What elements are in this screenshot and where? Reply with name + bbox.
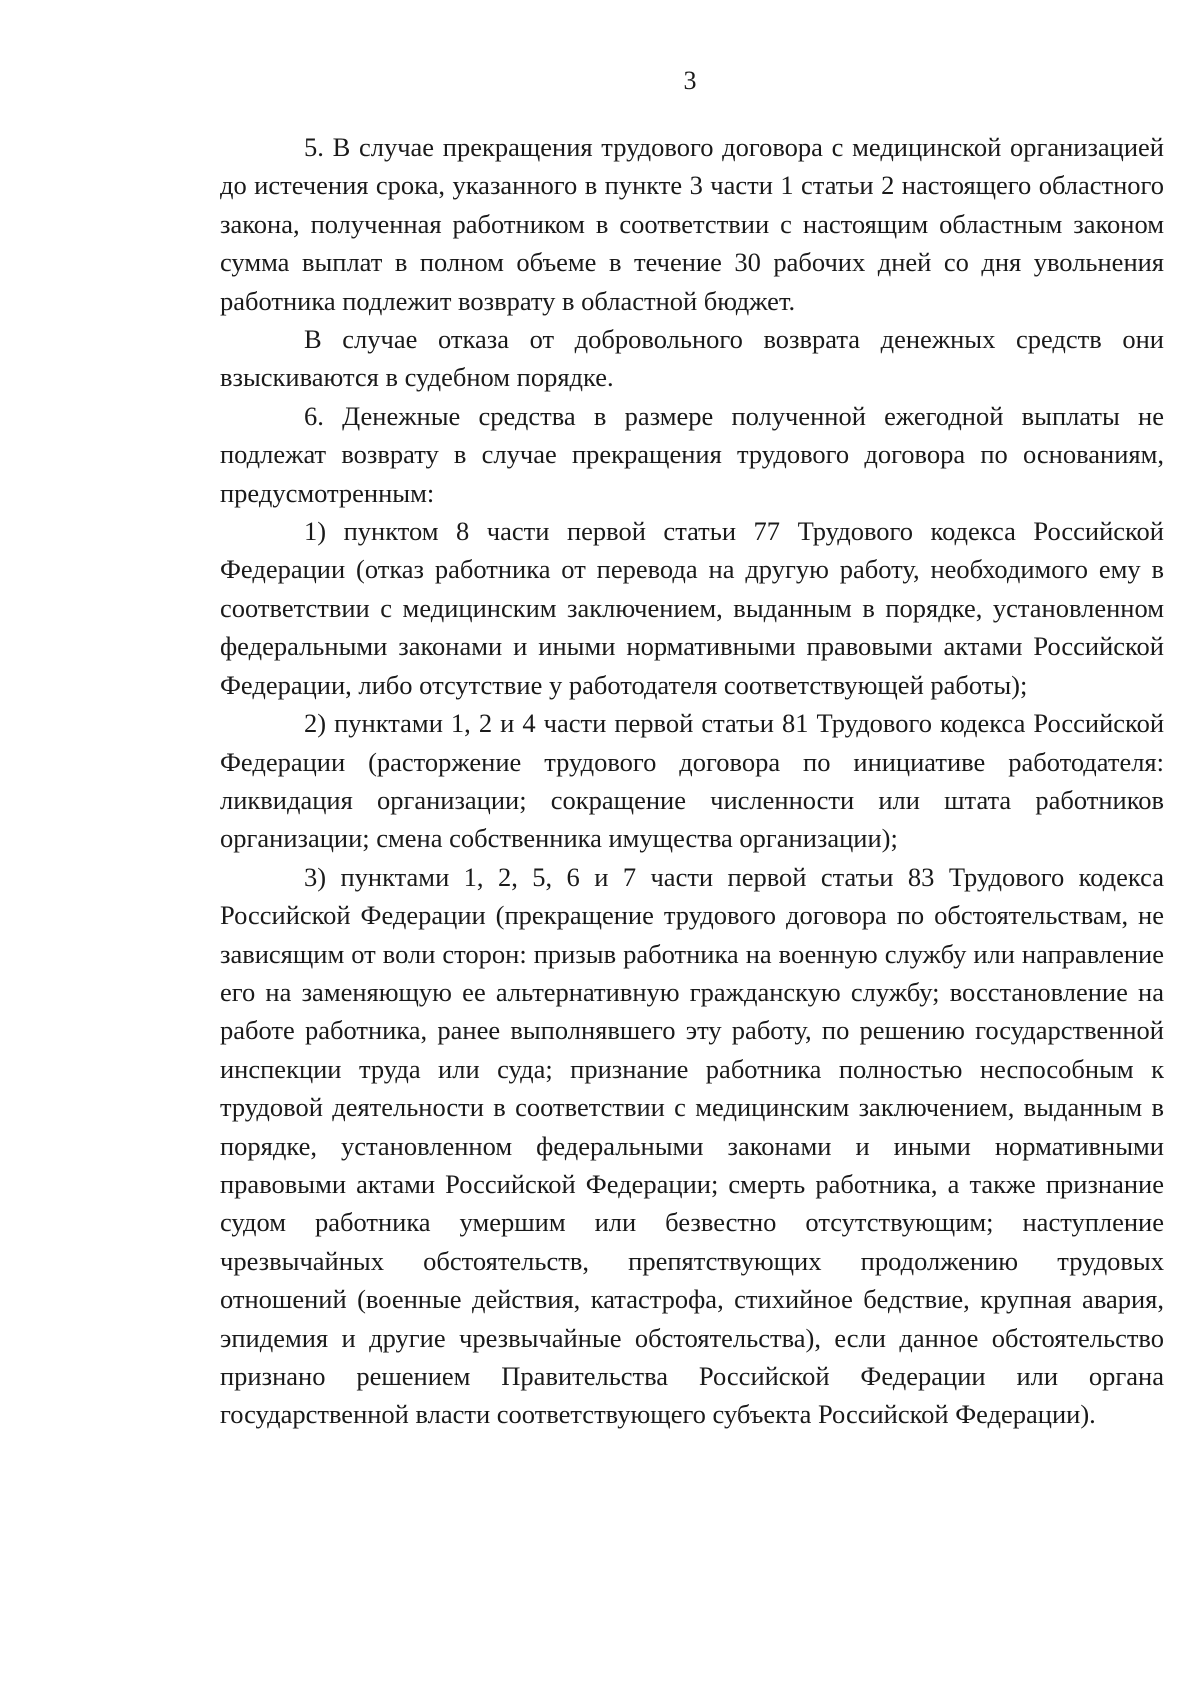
list-item-2: 2) пунктами 1, 2 и 4 части первой статьи 81 Трудового кодекса Российской Федерации (расторжение трудового договора по инициативе работодателя: ликвидация организации; сокращение численности или штата работников организации; смена собственника имущества организации); xyxy=(220,708,1164,854)
document-body xyxy=(220,128,1164,1434)
paragraph-refund-court: В случае отказа от добровольного возврата денежных средств они взыскиваются в судебном порядке. xyxy=(220,324,1164,393)
page-number: 3 xyxy=(683,66,697,95)
paragraph-5: 5. В случае прекращения трудового договора с медицинской организацией до истечения срока, указанного в пункте 3 части 1 статьи 2 настоящего областного закона, полученная работником в соответствии с настоящим областным законом сумма выплат в полном объеме в течение 30 рабочих дней со дня увольнения работника подлежит возврату в областной бюджет. xyxy=(220,132,1164,316)
list-item-3: 3) пунктами 1, 2, 5, 6 и 7 части первой статьи 83 Трудового кодекса Российской Федерации (прекращение трудового договора по обстоятельствам, не зависящим от воли сторон: призыв работника на военную службу или направление его на заменяющую ее альтернативную гражданскую службу; восстановление на работе работника, ранее выполнявшего эту работу, по решению государственной инспекции труда или суда; признание работника полностью неспособным к трудовой деятельности в соответствии с медицинским заключением, выданным в порядке, установленном федеральными законами и иными нормативными правовыми актами Российской Федерации; смерть работника, а также признание судом работника умершим или безвестно отсутствующим; наступление чрезвычайных обстоятельств, препятствующих продолжению трудовых отношений (военные действия, катастрофа, стихийное бедствие, крупная авария, эпидемия и другие чрезвычайные обстоятельства), если данное обстоятельство признано решением Правительства Российской Федерации или органа государственной власти соответствующего субъекта Российской Федерации). xyxy=(220,861,1164,1430)
paragraph-6: 6. Денежные средства в размере полученной ежегодной выплаты не подлежат возврату в случае прекращения трудового договора по основаниям, предусмотренным: xyxy=(220,400,1164,508)
list-item-1: 1) пунктом 8 части первой статьи 77 Трудового кодекса Российской Федерации (отказ работника от перевода на другую работу, необходимого ему в соответствии с медицинским заключением, выданным в порядке, установленном федеральными законами и иными нормативными правовыми актами Российской Федерации, либо отсутствие у работодателя соответствующей работы); xyxy=(220,516,1164,700)
